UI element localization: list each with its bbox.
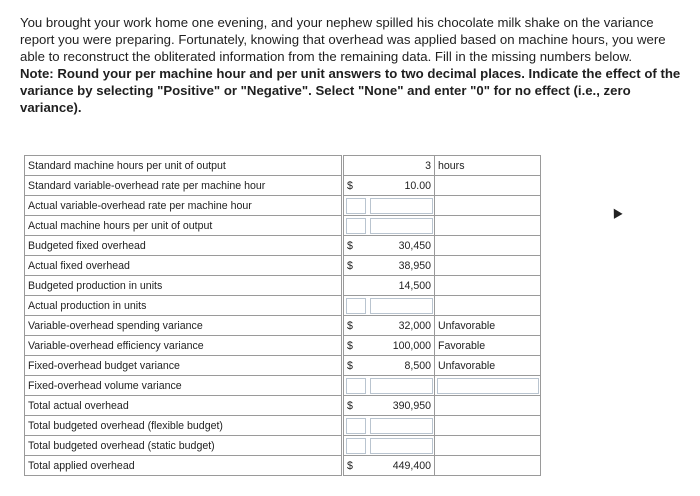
- unit-cell: [435, 256, 541, 276]
- answer-input[interactable]: [368, 296, 435, 316]
- table-row: [25, 256, 541, 276]
- value-cell: 390,950: [368, 396, 435, 416]
- effect-cell: Favorable: [435, 336, 541, 356]
- answer-input[interactable]: [368, 196, 435, 216]
- answer-input[interactable]: [368, 436, 435, 456]
- table-row: [25, 176, 541, 196]
- note-text: Round your per machine hour and per unit answers to two decimal places. Indicate the effect of the variance by selecting "Positive" or "Negative". Select "None" and enter "0" for no effect (i.e., zero variance).: [20, 66, 681, 115]
- dollar-sign: $: [344, 356, 368, 376]
- dollar-sign: $: [344, 256, 368, 276]
- dollar-sign: $: [344, 456, 368, 476]
- dollar-sign: $: [344, 176, 368, 196]
- table-row: [25, 456, 541, 476]
- dollar-sign[interactable]: [344, 196, 368, 216]
- dollar-sign[interactable]: [344, 416, 368, 436]
- value-cell: 30,450: [368, 236, 435, 256]
- dollar-sign: $: [344, 236, 368, 256]
- dollar-sign: $: [344, 316, 368, 336]
- table-row: [25, 196, 541, 216]
- row-label: Actual fixed overhead: [25, 256, 342, 276]
- table-row: [25, 296, 541, 316]
- note-label: Note:: [20, 66, 54, 81]
- row-label: Total budgeted overhead (flexible budget): [25, 416, 342, 436]
- row-label: Variable-overhead spending variance: [25, 316, 342, 336]
- variance-report-table: [24, 155, 541, 476]
- effect-cell: Unfavorable: [435, 316, 541, 336]
- value-cell: 3: [368, 156, 435, 176]
- dollar-sign[interactable]: [344, 216, 368, 236]
- dollar-sign[interactable]: [344, 296, 368, 316]
- table-row: [25, 396, 541, 416]
- row-label: Total budgeted overhead (static budget): [25, 436, 342, 456]
- value-cell: 32,000: [368, 316, 435, 336]
- unit-cell: [435, 456, 541, 476]
- dollar-sign[interactable]: [344, 376, 368, 396]
- row-label: Total applied overhead: [25, 456, 342, 476]
- row-label: Actual machine hours per unit of output: [25, 216, 342, 236]
- row-label: Standard variable-overhead rate per machine hour: [25, 176, 342, 196]
- dollar-sign: $: [344, 396, 368, 416]
- unit-cell: [435, 236, 541, 256]
- mouse-cursor-icon: [609, 206, 622, 219]
- table-row: [25, 276, 541, 296]
- table-row: [25, 216, 541, 236]
- problem-paragraph: You brought your work home one evening, and your nephew spilled his chocolate milk shake on the variance report you were preparing. Fortunately, knowing that overhead was applied based on machine hours, you were able to reconstruct the obliterated information from the remaining data. Fill in the missing numbers below.: [20, 15, 666, 64]
- unit-cell: [435, 436, 541, 456]
- unit-cell: [435, 196, 541, 216]
- unit-cell: hours: [435, 156, 541, 176]
- row-label: Standard machine hours per unit of output: [25, 156, 342, 176]
- row-label: Budgeted fixed overhead: [25, 236, 342, 256]
- table-row: [25, 156, 541, 176]
- table-row: [25, 336, 541, 356]
- table-row: [25, 436, 541, 456]
- table-row: [25, 376, 541, 396]
- value-cell: 14,500: [368, 276, 435, 296]
- row-label: Total actual overhead: [25, 396, 342, 416]
- unit-cell: [435, 296, 541, 316]
- table-row: [25, 416, 541, 436]
- row-label: Variable-overhead efficiency variance: [25, 336, 342, 356]
- unit-cell: [435, 216, 541, 236]
- row-label: Fixed-overhead volume variance: [25, 376, 342, 396]
- table-row: [25, 316, 541, 336]
- unit-cell: [435, 416, 541, 436]
- dollar-sign: [344, 276, 368, 296]
- dollar-sign[interactable]: [344, 436, 368, 456]
- table-row: [25, 356, 541, 376]
- dollar-sign: [344, 156, 368, 176]
- dollar-sign: $: [344, 336, 368, 356]
- value-cell: 100,000: [368, 336, 435, 356]
- value-cell: 449,400: [368, 456, 435, 476]
- table-row: [25, 236, 541, 256]
- effect-cell: Unfavorable: [435, 356, 541, 376]
- row-label: Actual variable-overhead rate per machine hour: [25, 196, 342, 216]
- unit-cell: [435, 276, 541, 296]
- value-cell: 8,500: [368, 356, 435, 376]
- row-label: Fixed-overhead budget variance: [25, 356, 342, 376]
- value-cell: 10.00: [368, 176, 435, 196]
- row-label: Actual production in units: [25, 296, 342, 316]
- problem-instructions: [20, 14, 685, 116]
- answer-input[interactable]: [368, 216, 435, 236]
- value-cell: 38,950: [368, 256, 435, 276]
- unit-cell: [435, 176, 541, 196]
- effect-select[interactable]: [435, 376, 541, 396]
- answer-input[interactable]: [368, 376, 435, 396]
- row-label: Budgeted production in units: [25, 276, 342, 296]
- answer-input[interactable]: [368, 416, 435, 436]
- unit-cell: [435, 396, 541, 416]
